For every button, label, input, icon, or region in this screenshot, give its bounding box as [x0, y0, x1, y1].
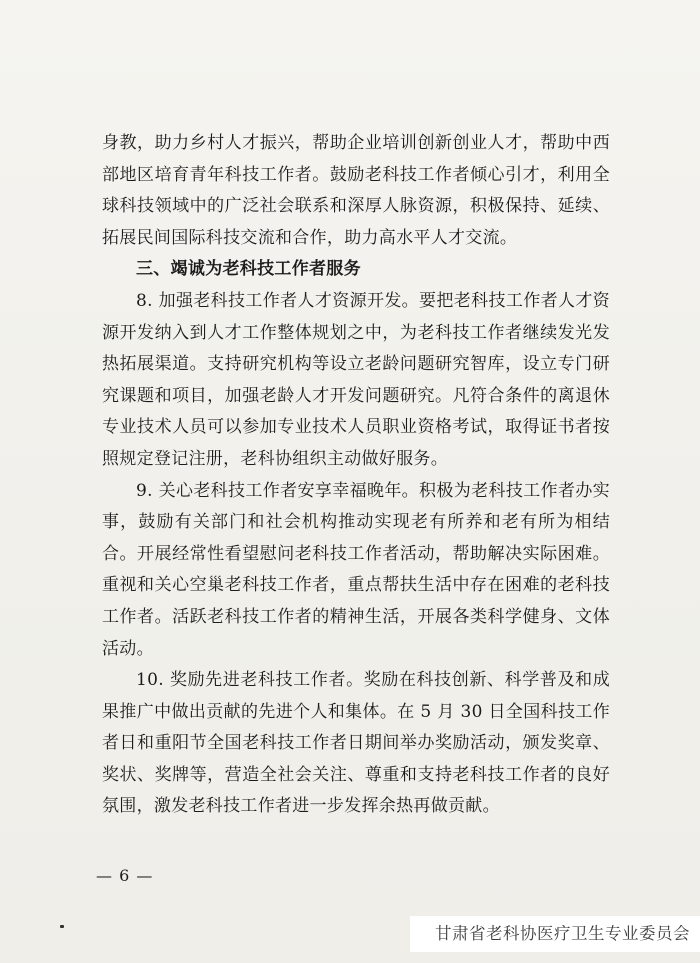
document-body: [102, 128, 610, 823]
item-10-text: 奖励在科技创新、科学普及和成果推广中做出贡献的先进个人和集体。在 5 月 30 日全国科技工作者日和重阳节全国老科技工作者日期间举办奖励活动，颁发奖章、奖状、奖牌等，营造全社会关注、尊重和支持老科技工作者的良好氛围，激发老科技工作者进一步发挥余热再做贡献。: [102, 670, 610, 817]
item-10-heading: 10. 奖励先进老科技工作者。: [136, 670, 364, 691]
item-9-text: 积极为老科技工作者办实事，鼓励有关部门和社会机构推动实现老有所养和老有所为相结合。开展经常性看望慰问老科技工作者活动，帮助解决实际困难。重视和关心空巢老科技工作者，重点帮扶生活中存在困难的老科技工作者。活跃老科技工作者的精神生活，开展各类科学健身、文体活动。: [102, 480, 610, 659]
paragraph-continuation: 身教，助力乡村人才振兴，帮助企业培训创新创业人才，帮助中西部地区培育青年科技工作者。鼓励老科技工作者倾心引才，利用全球科技领域中的广泛社会联系和深厚人脉资源，积极保持、延续、拓展民间国际科技交流和合作，助力高水平人才交流。: [102, 133, 610, 248]
paragraph-item-8: [102, 286, 610, 476]
paragraph-item-10: [102, 665, 610, 823]
item-8-text: 要把老科技工作者人才资源开发纳入到人才工作整体规划之中，为老科技工作者继续发光发热拓展渠道。支持研究机构等设立老龄问题研究智库，设立专门研究课题和项目，加强老龄人才开发问题研究。凡符合条件的离退休专业技术人员可以参加专业技术人员职业资格考试，取得证书者按照规定登记注册，老科协组织主动做好服务。: [102, 290, 610, 469]
scan-speck: [60, 925, 64, 928]
paragraph-item-9: [102, 476, 610, 666]
page-number: — 6 —: [96, 866, 154, 885]
item-8-heading: 8. 加强老科技工作者人才资源开发。: [136, 290, 420, 311]
watermark-text: 甘肃省老科协医疗卫生专业委员会: [435, 924, 690, 943]
section-heading: 三、竭诚为老科技工作者服务: [136, 259, 361, 280]
item-9-heading: 9. 关心老科技工作者安享幸福晚年。: [136, 480, 420, 501]
watermark-banner: [410, 916, 700, 952]
